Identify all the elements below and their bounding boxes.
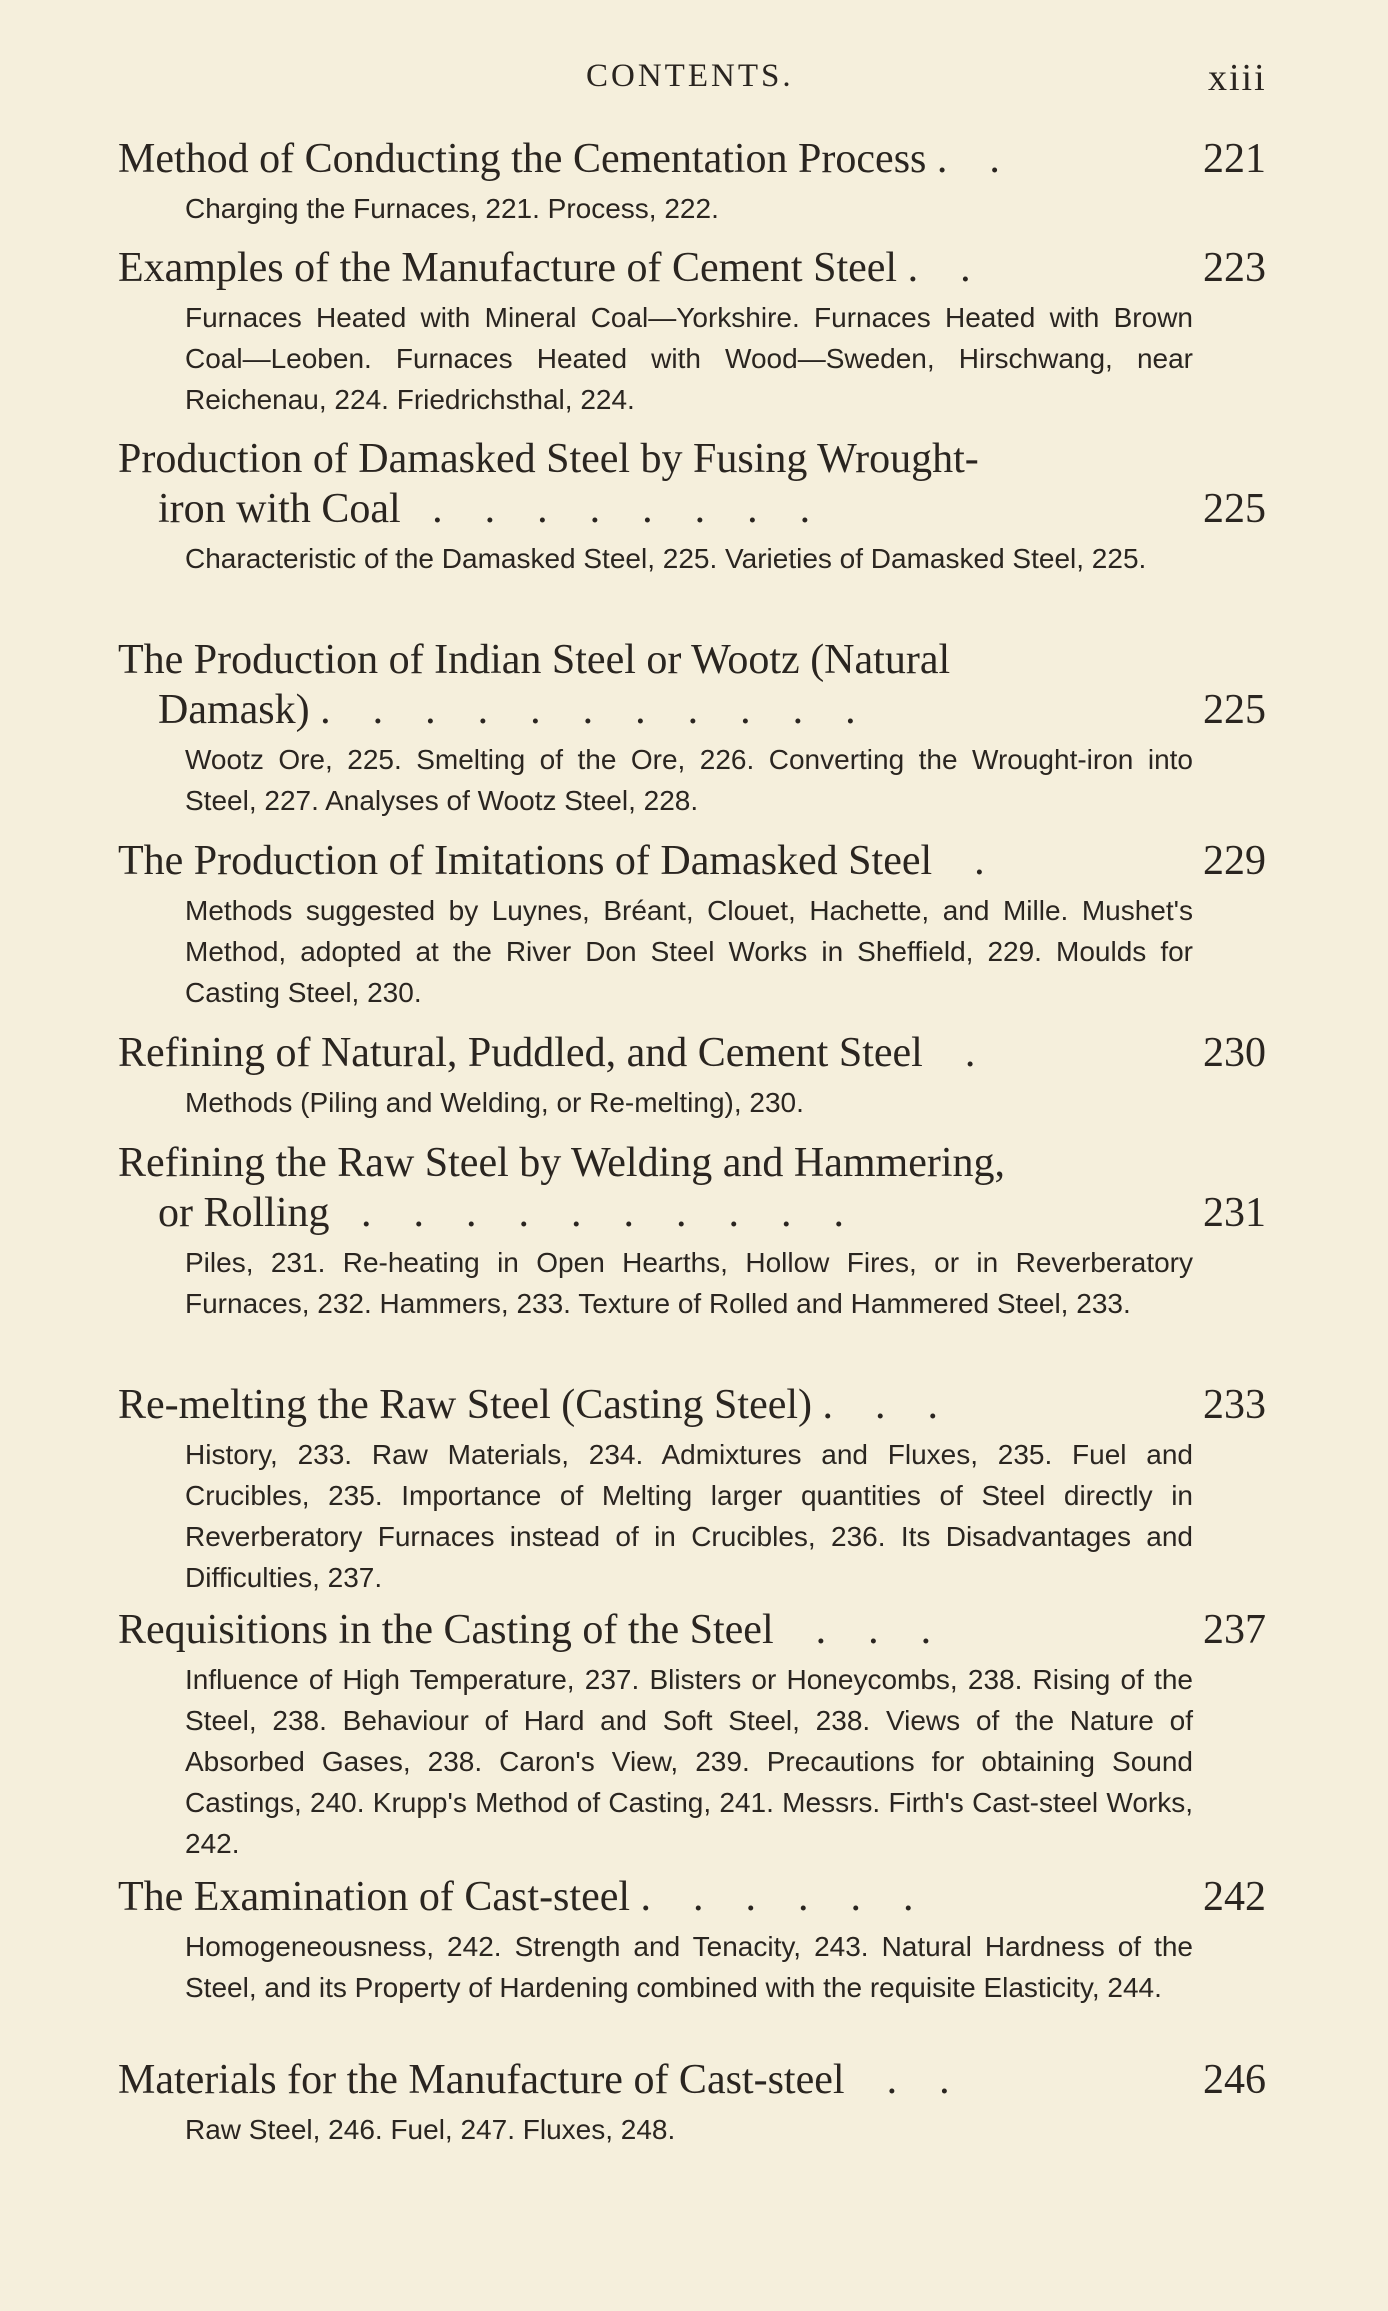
entry-subtopics: Homogeneousness, 242. Strength and Tenacity, 243. Natural Hardness of the Steel, and its Property of Hardening combined with the requisite Elasticity, 244. — [185, 1931, 1193, 2003]
entry-title: Materials for the Manufacture of Cast-steel — [118, 2057, 845, 2103]
toc-entry — [118, 836, 1278, 1013]
leader-dots: . . — [926, 136, 1011, 182]
entry-title: Refining of Natural, Puddled, and Cement Steel — [118, 1030, 923, 1076]
entry-title-line — [118, 1872, 1278, 1922]
toc-entry — [118, 1872, 1278, 2008]
leader-dots: . . . — [773, 1607, 942, 1653]
entry-title-cont: or Rolling — [158, 1190, 330, 1236]
entry-title: Refining the Raw Steel by Welding and Hammering, — [118, 1140, 1006, 1186]
entry-title: Examples of the Manufacture of Cement Steel — [118, 245, 898, 291]
toc-entry — [118, 1380, 1278, 1598]
toc-entry — [118, 2055, 1278, 2150]
entry-title-line — [118, 836, 1278, 886]
toc-entry — [118, 1605, 1278, 1864]
entry-page: 233 — [1203, 1382, 1266, 1428]
leader-dots: . . . . . . . . — [400, 486, 821, 532]
entry-title-cont: iron with Coal — [158, 486, 401, 532]
leader-dots: . . . . . . . . . . — [329, 1190, 855, 1236]
page-number: xiii — [1208, 57, 1267, 99]
entry-subtopics: Charging the Furnaces, 221. Process, 222. — [185, 193, 719, 224]
entry-page: 223 — [1203, 245, 1266, 291]
page-header — [0, 58, 1388, 108]
toc-entry — [118, 434, 1278, 579]
entry-page: 225 — [1203, 687, 1266, 733]
entry-title-line — [118, 134, 1278, 184]
toc-entry — [118, 635, 1278, 821]
running-head: CONTENTS. — [586, 58, 794, 94]
entry-title-line — [118, 1605, 1278, 1655]
entry-title-line — [118, 434, 1278, 534]
leader-dots: . . — [897, 245, 982, 291]
leader-dots: . — [932, 838, 996, 884]
entry-title-line — [118, 1138, 1278, 1238]
entry-subtopics: Characteristic of the Damasked Steel, 225. Varieties of Damasked Steel, 225. — [185, 543, 1147, 574]
entry-title-line — [118, 1380, 1278, 1430]
toc-entry — [118, 243, 1278, 420]
toc-entry — [118, 134, 1278, 229]
leader-dots: . . . . . . — [630, 1874, 925, 1920]
entry-title: The Examination of Cast-steel — [118, 1874, 631, 1920]
toc-entry — [118, 1028, 1278, 1123]
entry-subtopics: Influence of High Temperature, 237. Blisters or Honeycombs, 238. Rising of the Steel, 238. Behaviour of Hard and Soft Steel, 238. Views of the Nature of Absorbed Gases, 238. Caron's View, 239. Precautions for obtaining Sound Castings, 240. Krupp's Method of Casting, 241. Messrs. Firth's Cast-steel Works, 242. — [185, 1664, 1193, 1859]
entry-title-line — [118, 2055, 1278, 2105]
entry-title-line — [118, 635, 1278, 735]
entry-title: Method of Conducting the Cementation Process — [118, 136, 927, 182]
entry-title-line — [118, 1028, 1278, 1078]
entry-title: Production of Damasked Steel by Fusing Wrought- — [118, 436, 979, 482]
entry-subtopics: Piles, 231. Re-heating in Open Hearths, Hollow Fires, or in Reverberatory Furnaces, 232. Hammers, 233. Texture of Rolled and Hammered Steel, 233. — [185, 1247, 1193, 1319]
entry-page: 221 — [1203, 136, 1266, 182]
entry-title-line — [118, 243, 1278, 293]
entry-page: 237 — [1203, 1607, 1266, 1653]
entry-page: 230 — [1203, 1030, 1266, 1076]
leader-dots: . . . . . . . . . . . — [309, 687, 867, 733]
entry-title: Re-melting the Raw Steel (Casting Steel) — [118, 1382, 813, 1428]
entry-title: Requisitions in the Casting of the Steel — [118, 1607, 774, 1653]
entry-page: 225 — [1203, 486, 1266, 532]
entry-subtopics: Wootz Ore, 225. Smelting of the Ore, 226. Converting the Wrought-iron into Steel, 227. Analyses of Wootz Steel, 228. — [185, 744, 1193, 816]
entry-subtopics: History, 233. Raw Materials, 234. Admixtures and Fluxes, 235. Fuel and Crucibles, 235. Importance of Melting larger quantities of Steel directly in Reverberatory Furnaces instead of in Crucibles, 236. Its Disadvantages and Difficulties, 237. — [185, 1439, 1193, 1593]
leader-dots: . . . — [812, 1382, 949, 1428]
entry-subtopics: Methods (Piling and Welding, or Re-melting), 230. — [185, 1087, 804, 1118]
entry-page: 229 — [1203, 838, 1266, 884]
entry-page: 231 — [1203, 1190, 1266, 1236]
entry-subtopics: Raw Steel, 246. Fuel, 247. Fluxes, 248. — [185, 2114, 676, 2145]
entry-subtopics: Furnaces Heated with Mineral Coal—Yorkshire. Furnaces Heated with Brown Coal—Leoben. Furnaces Heated with Wood—Sweden, Hirschwang, near Reichenau, 224. Friedrichsthal, 224. — [185, 302, 1193, 415]
entry-page: 246 — [1203, 2057, 1266, 2103]
entry-subtopics: Methods suggested by Luynes, Bréant, Clouet, Hachette, and Mille. Mushet's Method, adopted at the River Don Steel Works in Sheffield, 229. Moulds for Casting Steel, 230. — [185, 895, 1193, 1008]
entry-page: 242 — [1203, 1874, 1266, 1920]
entry-title: The Production of Imitations of Damasked Steel — [118, 838, 933, 884]
toc-entry — [118, 1138, 1278, 1324]
entry-title: The Production of Indian Steel or Wootz (Natural — [118, 637, 951, 683]
leader-dots: . . — [844, 2057, 961, 2103]
entry-title-cont: Damask) — [158, 687, 310, 733]
leader-dots: . — [922, 1030, 986, 1076]
